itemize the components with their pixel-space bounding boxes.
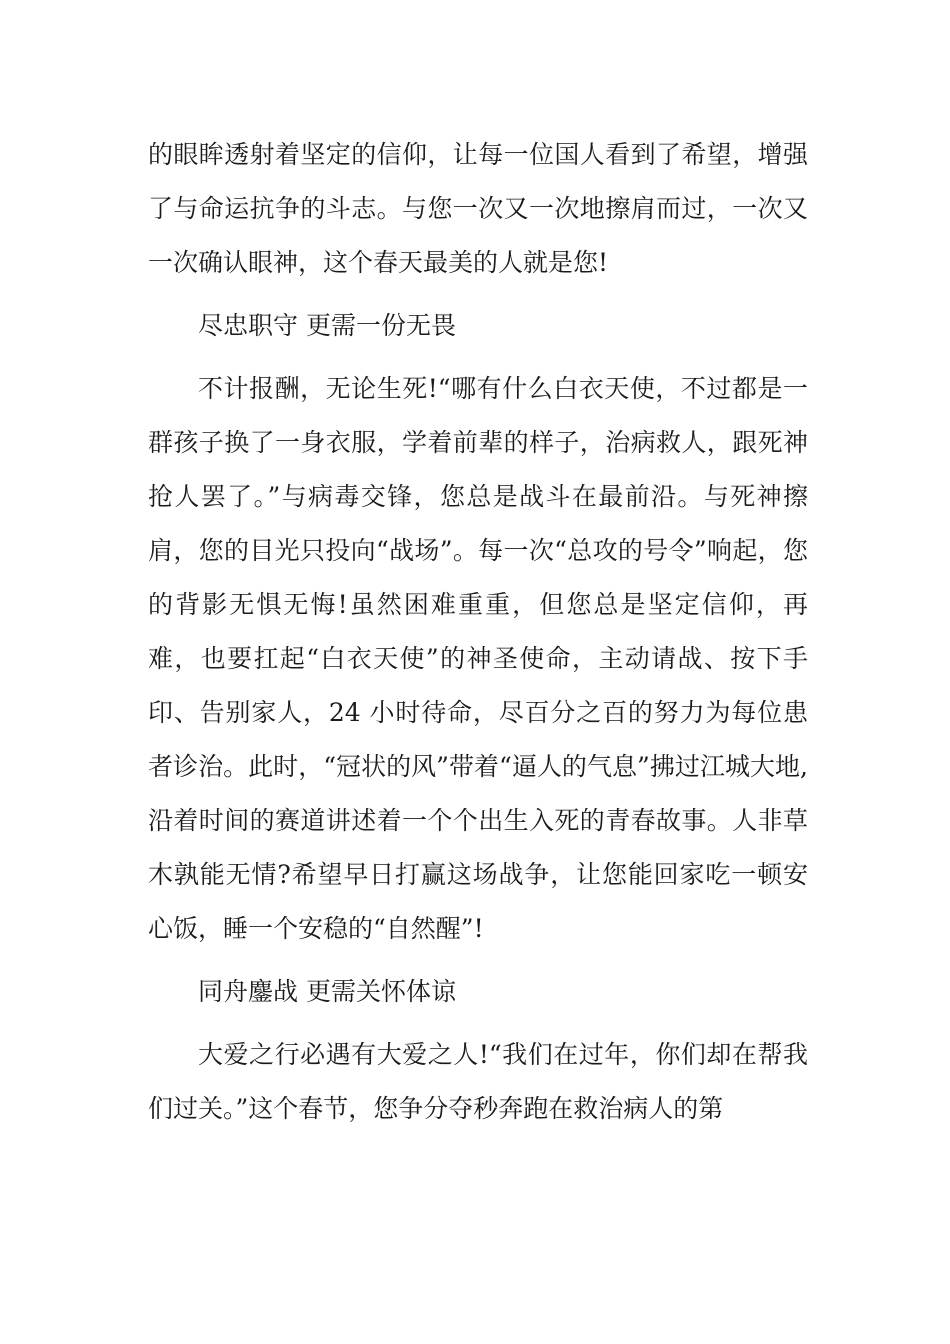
section-heading-solidarity: 同舟鏖战 更需关怀体谅: [198, 977, 456, 1006]
paragraph-great-love: 大爱之行必遇有大爱之人!“我们在过年，你们却在帮我们过关。”这个春节，您争分夺秒奔跑在救治病人的第: [148, 1040, 808, 1123]
paragraph-continuation: 的眼眸透射着坚定的信仰，让每一位国人看到了希望，增强了与命运抗争的斗志。与您一次又一次地擦肩而过，一次又一次确认眼神，这个春天最美的人就是您!: [148, 140, 808, 277]
document-body: [148, 128, 808, 1136]
paragraph-fearless: 不计报酬，无论生死!“哪有什么白衣天使，不过都是一群孩子换了一身衣服，学着前辈的样子，治病救人，跟死神抢人罢了。”与病毒交锋，您总是战斗在最前沿。与死神擦肩，您的目光只投向“战场”。每一次“总攻的号令”响起，您的背影无惧无悔!虽然困难重重，但您总是坚定信仰，再难，也要扛起“白衣天使”的神圣使命，主动请战、按下手印、告别家人，24 小时待命，尽百分之百的努力为每位患者诊治。此时，“冠状的风”带着“逼人的气息”拂过江城大地,沿着时间的赛道讲述着一个个出生入死的青春故事。人非草木孰能无情?希望早日打赢这场战争，让您能回家吃一顿安心饭，睡一个安稳的“自然醒”!: [148, 374, 808, 943]
section-heading-dedication: 尽忠职守 更需一份无畏: [198, 311, 456, 340]
